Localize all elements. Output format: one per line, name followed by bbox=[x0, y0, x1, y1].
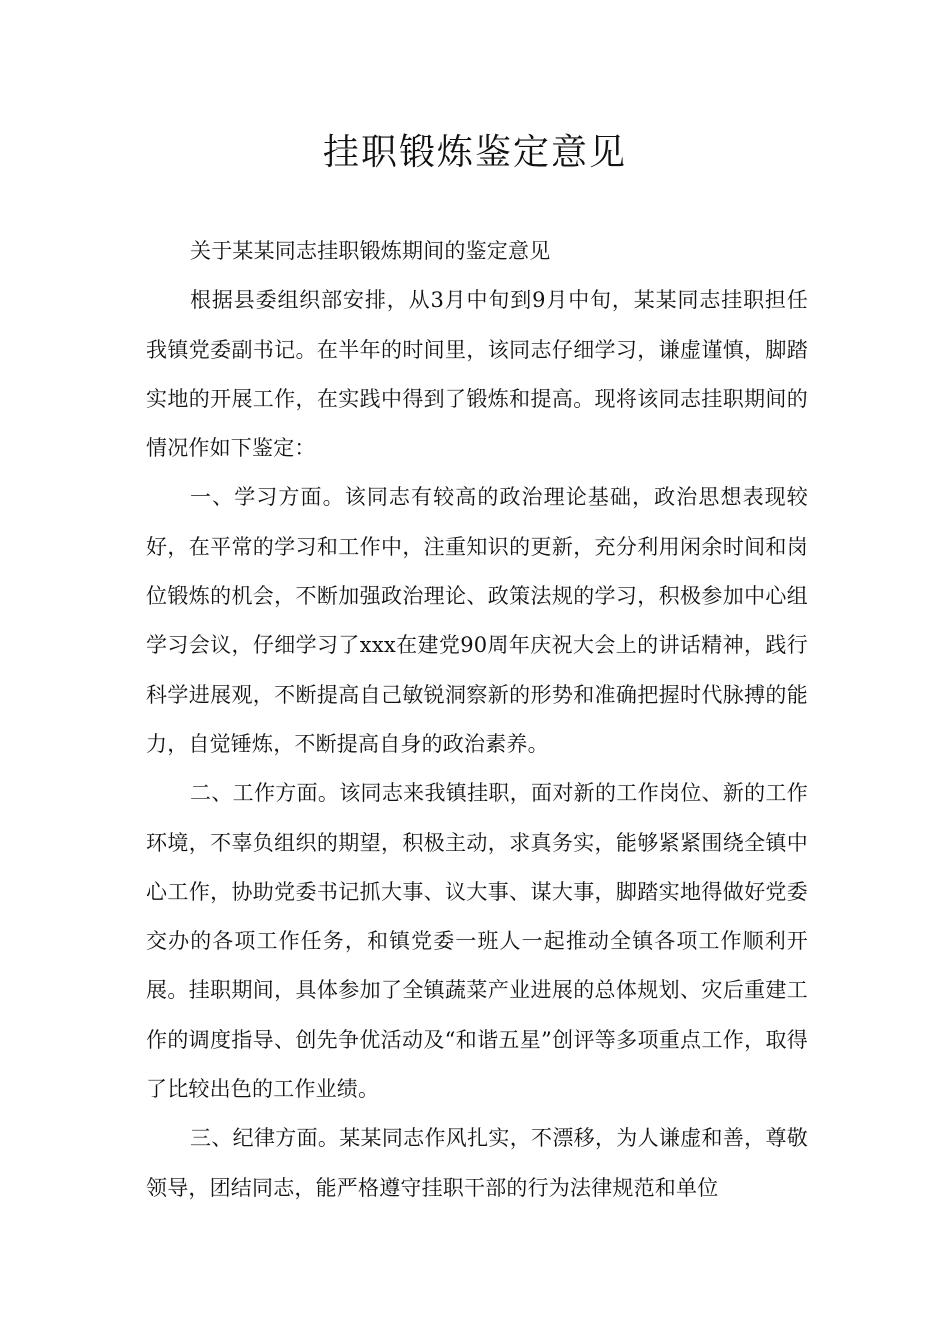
paragraph-study: 一、学习方面。该同志有较高的政治理论基础，政治思想表现较好，在平常的学习和工作中，注重知识的更新，充分利用闲余时间和岗位锻炼的机会，不断加强政治理论、政策法规的学习，积极参加中心组学习会议，仔细学习了xxx在建党90周年庆祝大会上的讲话精神，践行科学进展观，不断提高自己敏锐洞察新的形势和准确把握时代脉搏的能力，自觉锤炼，不断提高自身的政治素养。 bbox=[146, 485, 808, 756]
paragraph-work: 二、工作方面。该同志来我镇挂职，面对新的工作岗位、新的工作环境，不辜负组织的期望，积极主动，求真务实，能够紧紧围绕全镇中心工作，协助党委书记抓大事、议大事、谋大事，脚踏实地得做好党委交办的各项工作任务，和镇党委一班人一起推动全镇各项工作顺利开展。挂职期间，具体参加了全镇蔬菜产业进展的总体规划、灾后重建工作的调度指导、创先争优活动及“和谐五星”创评等多项重点工作，取得了比较出色的工作业绩。 bbox=[146, 781, 808, 1102]
paragraph-discipline: 三、纪律方面。某某同志作风扎实，不漂移，为人谦虚和善，尊敬领导，团结同志，能严格遵守挂职干部的行为法律规范和单位 bbox=[146, 1126, 808, 1200]
document-subtitle: 关于某某同志挂职锻炼期间的鉴定意见 bbox=[190, 239, 551, 263]
document-body bbox=[146, 227, 808, 1213]
paragraph-intro: 根据县委组织部安排，从3月中旬到9月中旬，某某同志挂职担任我镇党委副书记。在半年的时间里，该同志仔细学习，谦虚谨慎，脚踏实地的开展工作，在实践中得到了锻炼和提高。现将该同志挂职期间的情况作如下鉴定： bbox=[146, 288, 808, 461]
document-title: 挂职锻炼鉴定意见 bbox=[322, 132, 627, 173]
